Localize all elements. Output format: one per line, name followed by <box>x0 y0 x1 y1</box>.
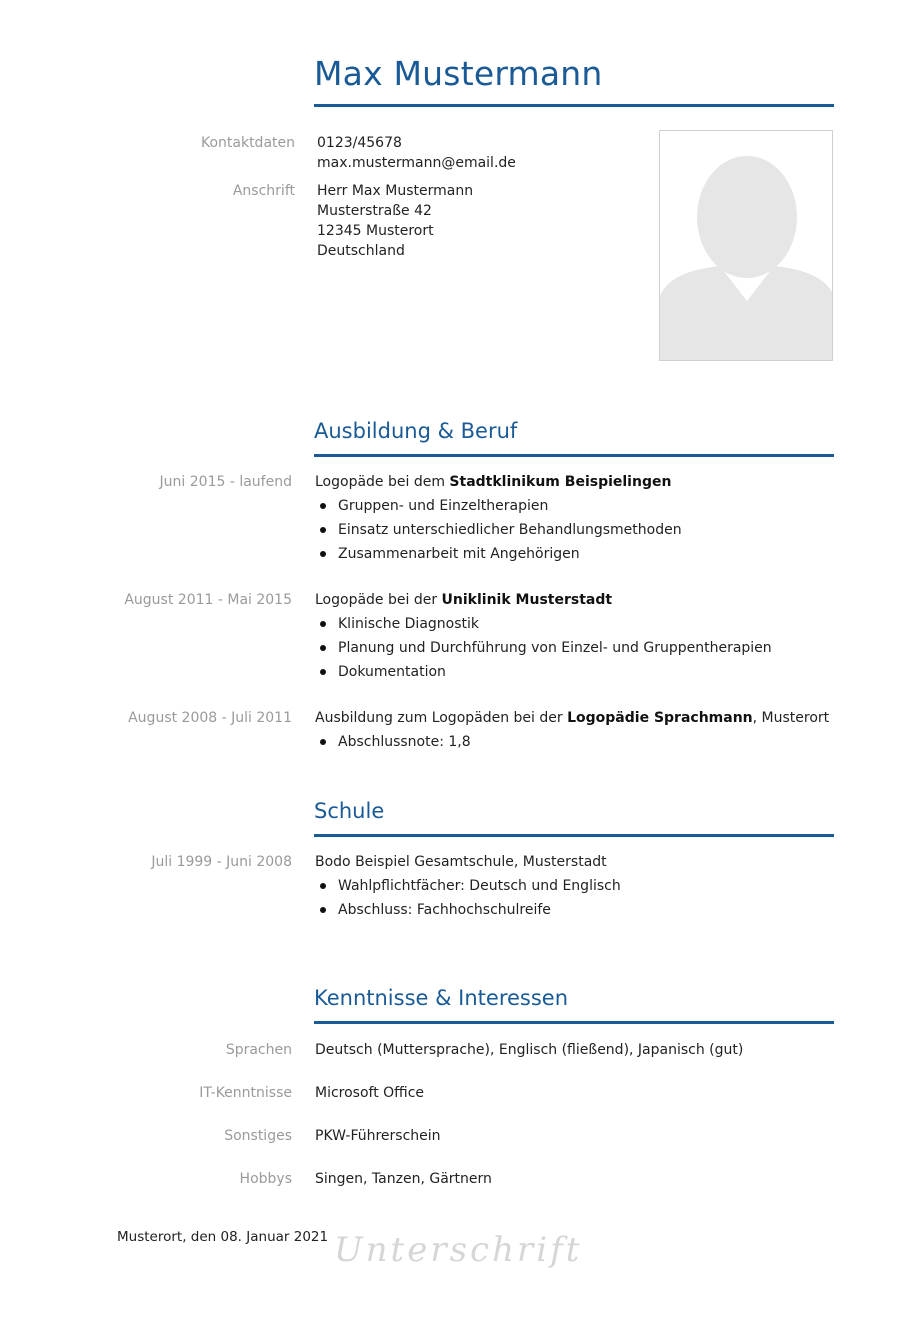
entry-title: Logopäde bei dem Stadtklinikum Beispielingen <box>315 474 672 490</box>
section-title-schule: Schule <box>314 799 385 823</box>
entry-date: Juli 1999 - Juni 2008 <box>151 854 292 870</box>
entry-bullets <box>315 494 682 566</box>
skill-label: IT-Kenntnisse <box>199 1085 292 1101</box>
list-item: Abschlussnote: 1,8 <box>315 730 471 754</box>
entry-bullets <box>315 874 621 922</box>
entry-bullets <box>315 730 471 754</box>
section-title-beruf: Ausbildung & Beruf <box>314 419 518 443</box>
section-title-kenntnisse: Kenntnisse & Interessen <box>314 986 569 1010</box>
email-text: max.mustermann@email.de <box>317 155 516 171</box>
list-item: Dokumentation <box>315 660 772 684</box>
profile-photo-placeholder <box>659 130 833 361</box>
employer-name: Stadtklinikum Beispielingen <box>449 474 672 490</box>
employer-name: Logopädie Sprachmann <box>567 710 753 726</box>
phone-text: 0123/45678 <box>317 135 402 151</box>
skill-value: PKW-Führerschein <box>315 1128 441 1144</box>
skill-value: Singen, Tanzen, Gärtnern <box>315 1171 492 1187</box>
entry-title: Logopäde bei der Uniklinik Musterstadt <box>315 592 613 608</box>
section-rule <box>314 834 834 837</box>
contact-label: Kontaktdaten <box>200 135 295 151</box>
list-item: Klinische Diagnostik <box>315 612 772 636</box>
skill-value: Deutsch (Muttersprache), Englisch (fließend), Japanisch (gut) <box>315 1042 744 1058</box>
skill-label: Sprachen <box>225 1042 292 1058</box>
address-line: 12345 Musterort <box>317 223 434 239</box>
list-item: Wahlpflichtfächer: Deutsch und Englisch <box>315 874 621 898</box>
signature: Unterschrift <box>334 1230 583 1270</box>
address-line: Musterstraße 42 <box>317 203 432 219</box>
skill-label: Sonstiges <box>224 1128 292 1144</box>
employer-name: Uniklinik Musterstadt <box>441 592 613 608</box>
contact-block <box>317 133 516 173</box>
list-item: Planung und Durchführung von Einzel- und Gruppentherapien <box>315 636 772 660</box>
address-line: Herr Max Mustermann <box>317 183 474 199</box>
list-item: Gruppen- und Einzeltherapien <box>315 494 682 518</box>
entry-title: Ausbildung zum Logopäden bei der Logopädie Sprachmann, Musterort <box>315 710 830 726</box>
address-label: Anschrift <box>232 183 295 199</box>
entry-date: Juni 2015 - laufend <box>159 474 292 490</box>
cv-name: Max Mustermann <box>314 54 603 93</box>
address-line: Deutschland <box>317 243 405 259</box>
section-rule <box>314 454 834 457</box>
avatar-silhouette-icon <box>660 131 833 361</box>
skill-label: Hobbys <box>239 1171 292 1187</box>
place-date: Musterort, den 08. Januar 2021 <box>117 1229 329 1245</box>
list-item: Abschluss: Fachhochschulreife <box>315 898 621 922</box>
address-block <box>317 181 473 261</box>
list-item: Zusammenarbeit mit Angehörigen <box>315 542 682 566</box>
entry-title: Bodo Beispiel Gesamtschule, Musterstadt <box>315 854 607 870</box>
entry-date: August 2008 - Juli 2011 <box>128 710 292 726</box>
section-rule <box>314 1021 834 1024</box>
header-rule <box>314 104 834 107</box>
entry-date: August 2011 - Mai 2015 <box>124 592 292 608</box>
list-item: Einsatz unterschiedlicher Behandlungsmethoden <box>315 518 682 542</box>
skill-value: Microsoft Office <box>315 1085 425 1101</box>
entry-bullets <box>315 612 772 684</box>
